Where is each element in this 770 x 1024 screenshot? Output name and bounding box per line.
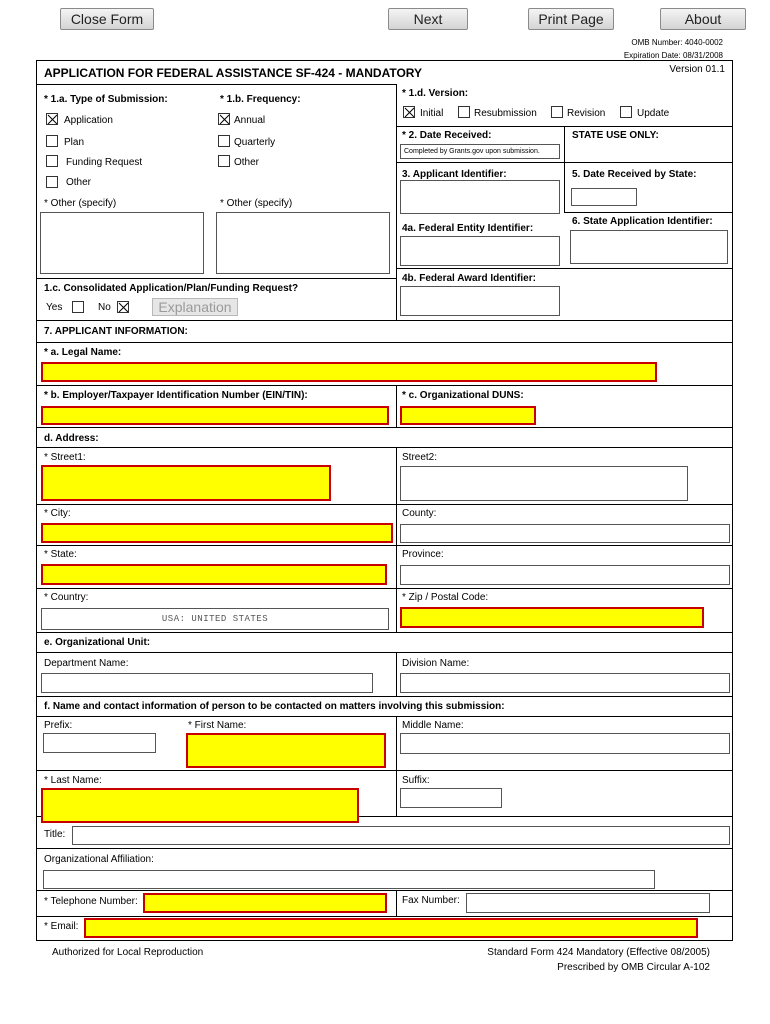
applicant-identifier-label: 3. Applicant Identifier:	[402, 169, 507, 180]
close-form-button[interactable]: Close Form	[60, 8, 154, 30]
form-title: APPLICATION FOR FEDERAL ASSISTANCE SF-424 - MANDATORY	[44, 66, 423, 80]
consolidated-no-label: No	[98, 302, 111, 313]
street1-input[interactable]	[41, 465, 331, 501]
check-x-icon	[47, 114, 59, 126]
state-app-identifier-input[interactable]	[570, 230, 728, 264]
duns-label: * c. Organizational DUNS:	[402, 390, 524, 401]
consolidated-yes-checkbox[interactable]	[72, 301, 84, 313]
version-update-label: Update	[637, 108, 670, 119]
explanation-button[interactable]: Explanation	[152, 298, 238, 316]
federal-entity-input[interactable]	[400, 236, 560, 266]
city-input[interactable]	[41, 523, 393, 543]
version-number: Version 01.1	[669, 64, 725, 75]
affiliation-label: Organizational Affiliation:	[44, 854, 154, 865]
version-label: * 1.d. Version:	[402, 88, 469, 99]
date-received-label: * 2. Date Received:	[402, 130, 492, 141]
city-label: * City:	[44, 508, 71, 519]
middle-name-label: Middle Name:	[402, 720, 464, 731]
date-received-state-input[interactable]	[571, 188, 637, 206]
province-input[interactable]	[400, 565, 730, 585]
expiration-date: Expiration Date: 08/31/2008	[623, 51, 723, 60]
federal-award-input[interactable]	[400, 286, 560, 316]
about-button[interactable]: About	[660, 8, 746, 30]
version-revision-checkbox[interactable]	[551, 106, 563, 118]
legal-name-label: * a. Legal Name:	[44, 347, 122, 358]
contact-section-title: f. Name and contact information of person to be contacted on matters involving this submission:	[44, 701, 505, 712]
street2-input[interactable]	[400, 466, 688, 501]
affiliation-input[interactable]	[43, 870, 655, 889]
submission-funding-request-checkbox[interactable]	[46, 155, 58, 167]
telephone-input[interactable]	[143, 893, 387, 913]
submission-other-specify-label: * Other (specify)	[44, 198, 117, 209]
applicant-identifier-input[interactable]	[400, 180, 560, 214]
submission-plan-label: Plan	[64, 137, 85, 148]
middle-name-input[interactable]	[400, 733, 730, 754]
footer-prescribed: Prescribed by OMB Circular A-102	[557, 962, 710, 973]
province-label: Province:	[402, 549, 444, 560]
last-name-label: * Last Name:	[44, 775, 102, 786]
footer-authorized: Authorized for Local Reproduction	[52, 947, 204, 958]
consolidated-yes-label: Yes	[46, 302, 63, 313]
state-app-identifier-label: 6. State Application Identifier:	[572, 216, 713, 227]
frequency-annual-label: Annual	[234, 115, 266, 126]
suffix-label: Suffix:	[402, 775, 430, 786]
next-button[interactable]: Next	[388, 8, 468, 30]
address-label: d. Address:	[44, 433, 99, 444]
telephone-label: * Telephone Number:	[44, 896, 138, 907]
division-label: Division Name:	[402, 658, 470, 669]
omb-number: OMB Number: 4040-0002	[631, 38, 723, 47]
frequency-quarterly-checkbox[interactable]	[218, 135, 230, 147]
date-received-state-label: 5. Date Received by State:	[572, 169, 697, 180]
consolidated-no-checkbox[interactable]	[117, 301, 129, 313]
county-label: County:	[402, 508, 437, 519]
first-name-input[interactable]	[186, 733, 386, 768]
date-received-value: Completed by Grants.gov upon submission.	[400, 144, 560, 159]
submission-application-label: Application	[64, 115, 113, 126]
email-label: * Email:	[44, 921, 79, 932]
print-page-button[interactable]: Print Page	[528, 8, 614, 30]
version-update-checkbox[interactable]	[620, 106, 632, 118]
applicant-section-title: 7. APPLICANT INFORMATION:	[44, 326, 188, 337]
frequency-other-specify-label: * Other (specify)	[220, 198, 293, 209]
suffix-input[interactable]	[400, 788, 502, 808]
ein-label: * b. Employer/Taxpayer Identification Number (EIN/TIN):	[44, 390, 308, 401]
zip-label: * Zip / Postal Code:	[402, 592, 489, 603]
submission-plan-checkbox[interactable]	[46, 135, 58, 147]
check-x-icon	[219, 114, 231, 126]
division-input[interactable]	[400, 673, 730, 693]
submission-other-specify-input[interactable]	[40, 212, 204, 274]
department-label: Department Name:	[44, 658, 129, 669]
submission-type-label: * 1.a. Type of Submission:	[44, 94, 168, 105]
first-name-label: * First Name:	[188, 720, 247, 731]
fax-input[interactable]	[466, 893, 710, 913]
frequency-quarterly-label: Quarterly	[234, 137, 276, 148]
version-resubmission-label: Resubmission	[474, 108, 537, 119]
legal-name-input[interactable]	[41, 362, 657, 382]
submission-application-checkbox[interactable]	[46, 113, 58, 125]
street2-label: Street2:	[402, 452, 438, 463]
title-input[interactable]	[72, 826, 730, 845]
frequency-other-checkbox[interactable]	[218, 155, 230, 167]
version-revision-label: Revision	[567, 108, 606, 119]
version-initial-label: Initial	[420, 108, 444, 119]
country-label: * Country:	[44, 592, 89, 603]
submission-other-checkbox[interactable]	[46, 176, 58, 188]
state-use-label: STATE USE ONLY:	[572, 130, 659, 141]
federal-award-label: 4b. Federal Award Identifier:	[402, 273, 536, 284]
federal-entity-label: 4a. Federal Entity Identifier:	[402, 223, 534, 234]
title-label: Title:	[44, 829, 66, 840]
email-input[interactable]	[84, 918, 698, 938]
prefix-label: Prefix:	[44, 720, 73, 731]
duns-input[interactable]	[400, 406, 536, 425]
footer-standard-form: Standard Form 424 Mandatory (Effective 08/2005)	[487, 947, 710, 958]
submission-other-label: Other	[66, 177, 92, 188]
county-input[interactable]	[400, 524, 730, 543]
submission-funding-request-label: Funding Request	[66, 157, 143, 168]
country-select[interactable]: USA: UNITED STATES	[41, 608, 389, 630]
frequency-label: * 1.b. Frequency:	[220, 94, 301, 105]
frequency-other-specify-input[interactable]	[216, 212, 390, 274]
frequency-annual-checkbox[interactable]	[218, 113, 230, 125]
fax-label: Fax Number:	[402, 895, 460, 906]
prefix-input[interactable]	[43, 733, 156, 753]
org-unit-label: e. Organizational Unit:	[44, 637, 151, 648]
ein-input[interactable]	[41, 406, 389, 425]
frequency-other-label: Other	[234, 157, 260, 168]
zip-input[interactable]	[400, 607, 704, 628]
check-x-icon	[404, 107, 416, 119]
state-input[interactable]	[41, 564, 387, 585]
check-x-icon	[118, 302, 130, 314]
street1-label: * Street1:	[44, 452, 86, 463]
version-resubmission-checkbox[interactable]	[458, 106, 470, 118]
last-name-input[interactable]	[41, 788, 359, 823]
state-label: * State:	[44, 549, 77, 560]
consolidated-label: 1.c. Consolidated Application/Plan/Funding Request?	[44, 283, 299, 294]
department-input[interactable]	[41, 673, 373, 693]
version-initial-checkbox[interactable]	[403, 106, 415, 118]
